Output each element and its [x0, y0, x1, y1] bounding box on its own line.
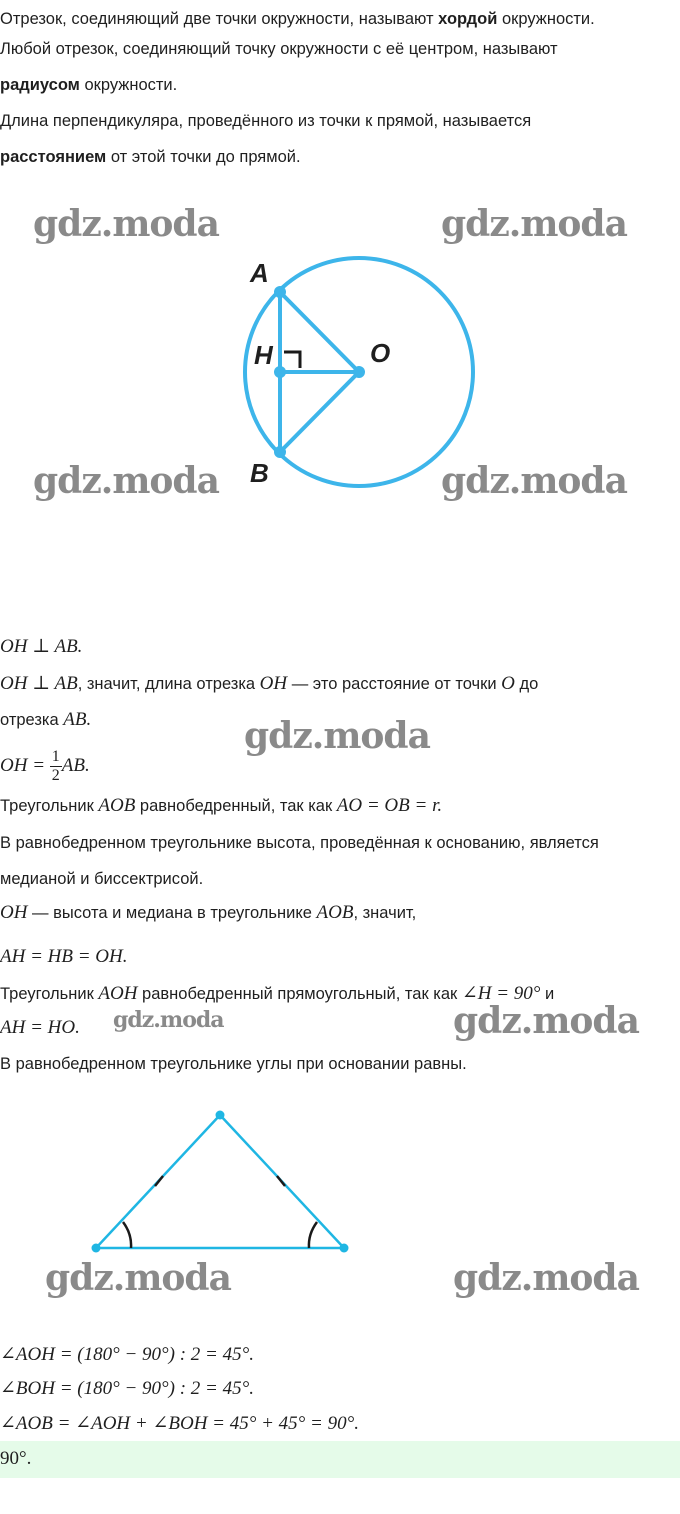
solution-line-2	[0, 673, 538, 695]
text: Треугольник	[0, 985, 99, 1003]
calc-angle-aoh: ∠AOH = (180° − 90°) : 2 = 45°.	[0, 1344, 254, 1365]
formula-ah-ho: AH = HO.	[0, 1017, 80, 1038]
watermark: gdz.moda	[453, 1257, 639, 1299]
math: OH ⊥ AB	[0, 673, 78, 694]
vertex-top	[216, 1111, 225, 1120]
formula-ah-hb-oh: AH = HB = OH.	[0, 946, 128, 967]
equal-tick-left	[155, 1176, 163, 1186]
watermark: gdz.moda	[441, 460, 627, 502]
watermark: gdz.moda	[33, 203, 219, 245]
point-b	[274, 446, 286, 458]
fraction-one-half	[50, 748, 62, 785]
math: AOB	[98, 795, 136, 816]
math: O	[501, 673, 515, 694]
vertex-left	[92, 1244, 101, 1253]
point-h	[274, 366, 286, 378]
solution-line-5	[0, 795, 442, 817]
watermark: gdz.moda	[113, 1007, 224, 1033]
calc-angle-aob: ∠AOB = ∠AOH + ∠BOH = 45° + 45° = 90°.	[0, 1413, 359, 1434]
definition-text: от этой точки до прямой.	[106, 148, 301, 166]
definition-text: окружности.	[497, 10, 595, 28]
label-a: A	[250, 258, 269, 288]
solution-line-12: В равнобедренном треугольнике углы при основании равны.	[0, 1055, 467, 1073]
math: AO = OB = r.	[336, 795, 443, 816]
text: отрезка	[0, 711, 64, 729]
calc-angle-boh: ∠BOH = (180° − 90°) : 2 = 45°.	[0, 1378, 254, 1399]
math: AOH	[98, 983, 138, 1004]
solution-line-6: В равнобедренном треугольнике высота, проведённая к основанию, является	[0, 834, 599, 852]
text: , значит, длина отрезка	[77, 675, 260, 693]
term-distance: расстоянием	[0, 148, 107, 166]
statement-perpendicular: OH ⊥ AB.	[0, 636, 83, 657]
point-o	[353, 366, 365, 378]
solution-line-10	[0, 983, 554, 1005]
text: — это расстояние от точки	[287, 675, 502, 693]
label-o: O	[370, 338, 391, 368]
watermark: gdz.moda	[33, 460, 219, 502]
triangle-figure	[96, 1115, 344, 1248]
math: AB.	[63, 709, 92, 730]
triangle-vertices	[92, 1111, 349, 1253]
solution-line-7: медианой и биссектрисой.	[0, 870, 204, 888]
radius-oa	[280, 292, 359, 372]
equal-tick-right	[277, 1176, 285, 1186]
text: , значит,	[353, 904, 417, 922]
answer-box	[0, 1441, 680, 1478]
term-radius: радиусом	[0, 76, 80, 94]
text: до	[514, 675, 539, 693]
watermark: gdz.moda	[453, 1000, 639, 1042]
definition-distance: Длина перпендикуляра, проведённого из точки к прямой, называется	[0, 112, 532, 130]
text: — высота и медиана в треугольнике	[27, 904, 317, 922]
denominator: 2	[51, 767, 60, 785]
text: и	[540, 985, 555, 1003]
radius-ob	[280, 372, 359, 452]
term-chord: хордой	[438, 10, 498, 28]
definition-text: Отрезок, соединяющий две точки окружности, называют	[0, 10, 439, 28]
text: равнобедренный прямоугольный, так как	[137, 985, 462, 1003]
right-angle-mark	[284, 352, 300, 368]
point-a	[274, 286, 286, 298]
label-h: H	[254, 340, 273, 370]
text: Треугольник	[0, 797, 99, 815]
math: ∠H = 90°	[461, 983, 541, 1004]
formula-oh-half-ab	[0, 746, 90, 786]
vertex-right	[340, 1244, 349, 1253]
definition-text: окружности.	[79, 76, 178, 94]
watermark: gdz.moda	[45, 1257, 231, 1299]
angle-arc-left	[123, 1222, 131, 1248]
watermark: gdz.moda	[441, 203, 627, 245]
math: OH	[0, 902, 28, 923]
math: OH	[259, 673, 288, 694]
watermark: gdz.moda	[244, 715, 430, 757]
label-b: B	[250, 458, 269, 488]
numerator: 1	[51, 748, 60, 766]
math: AB.	[61, 755, 90, 776]
angle-arc-right	[309, 1222, 317, 1248]
solution-line-8	[0, 902, 416, 924]
math: OH =	[0, 755, 50, 776]
definition-radius: Любой отрезок, соединяющий точку окружности с её центром, называют	[0, 40, 558, 58]
text: равнобедренный, так как	[135, 797, 337, 815]
solution-line-3	[0, 709, 91, 731]
math: AOB	[316, 902, 354, 923]
answer-value: 90°.	[0, 1448, 32, 1469]
